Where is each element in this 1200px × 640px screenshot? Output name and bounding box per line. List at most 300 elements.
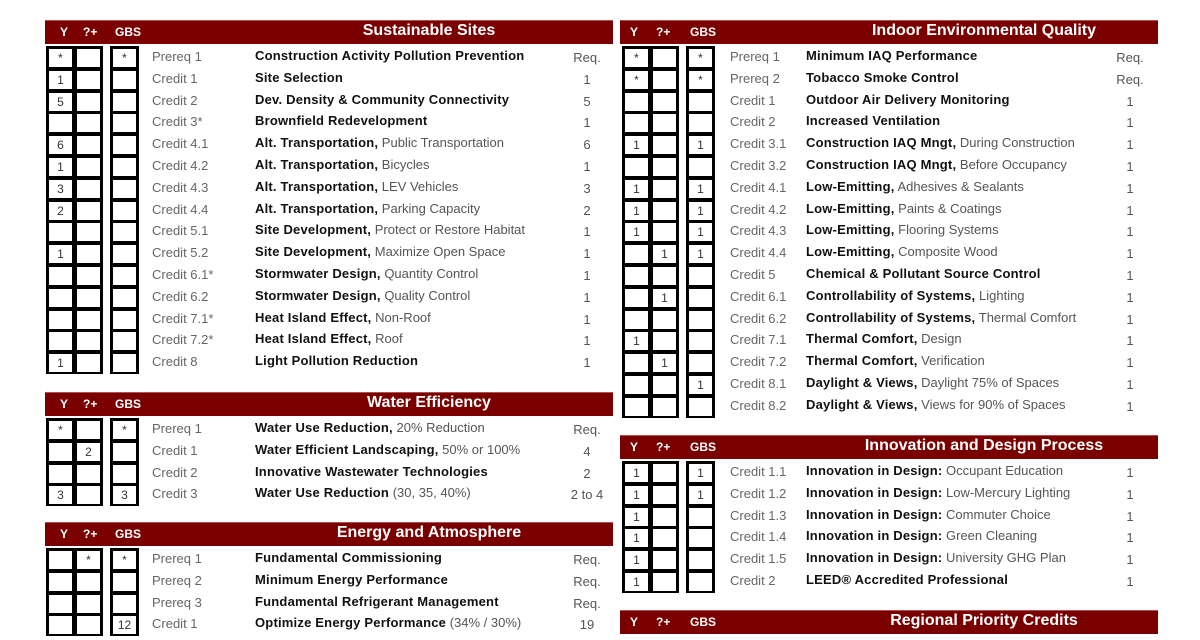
credit-id: Prereq 1 [730,49,780,64]
credit-title [806,507,1051,522]
yes-points-cell[interactable]: 2 [46,199,75,222]
credit-name: Innovative Wastewater Technologies [255,463,488,479]
credit-title [806,70,959,85]
gbs-points-cell[interactable] [110,90,139,113]
yes-points-cell[interactable]: 1 [622,483,651,506]
credit-subtitle: Non-Roof [375,309,431,325]
gbs-points-cell[interactable] [686,90,715,113]
gbs-points-cell[interactable] [686,329,715,352]
credit-id: Credit 4.4 [730,245,787,261]
credit-row [620,133,1158,155]
credit-subtitle: Low-Mercury Lighting [946,484,1071,500]
credit-subtitle: Occupant Education [946,463,1064,478]
credit-points-available: 1 [1126,202,1134,218]
credit-title [806,92,1010,107]
gbs-points-cell[interactable] [686,548,715,571]
credit-subtitle: 20% Reduction [396,420,485,435]
credit-row [620,264,1158,286]
yes-points-cell[interactable]: 1 [622,177,651,200]
maybe-points-cell[interactable] [74,199,103,222]
credit-name: Construction IAQ Mngt, [806,157,957,172]
column-header-maybe: ?+ [83,527,98,541]
credit-title [255,222,525,237]
credit-id: Credit 7.1* [152,310,214,326]
maybe-points-cell[interactable] [650,373,679,396]
column-header-gbs: GBS [690,440,717,454]
credit-title [806,48,977,63]
credit-name: Site Selection [255,69,344,85]
gbs-points-cell[interactable] [110,177,139,200]
yes-points-cell[interactable] [46,111,75,134]
credit-name: Alt. Transportation, [255,157,379,172]
section-title: Indoor Environmental Quality [871,22,1097,39]
maybe-points-cell[interactable] [74,351,103,374]
maybe-points-cell[interactable] [74,90,103,113]
credit-row [45,286,613,308]
maybe-points-cell[interactable]: * [74,548,103,571]
gbs-points-cell[interactable] [110,68,139,91]
gbs-points-cell[interactable] [110,220,139,243]
credit-subtitle: (30, 35, 40%) [392,485,471,501]
gbs-points-cell[interactable]: 3 [110,483,139,506]
credit-id: Credit 1.1 [730,464,787,479]
credit-name: Brownfield Redevelopment [255,113,428,129]
maybe-points-cell[interactable] [650,395,679,418]
credit-title [806,397,1065,412]
credit-row [620,548,1158,570]
yes-points-cell[interactable]: 6 [46,133,75,156]
yes-points-cell[interactable] [622,264,651,287]
maybe-points-cell[interactable] [650,90,679,113]
credit-points-available: 1 [583,224,591,240]
maybe-points-cell[interactable] [650,461,679,484]
credit-title [255,157,429,172]
credit-points-available: 1 [1126,137,1134,153]
gbs-points-cell[interactable] [686,526,715,549]
gbs-points-cell[interactable]: 1 [686,373,715,396]
credit-id: Credit 3.1 [730,136,787,152]
gbs-points-cell[interactable]: * [110,46,139,69]
maybe-points-cell[interactable]: 2 [74,440,103,463]
credit-name: Site Development, [255,244,372,260]
credit-name: Thermal Comfort, [806,331,918,347]
gbs-points-cell[interactable] [686,264,715,287]
yes-points-cell[interactable]: * [622,46,651,69]
credit-title [255,266,478,281]
yes-points-cell[interactable] [622,286,651,309]
credit-points-available: Req. [573,422,601,437]
credit-row [45,329,613,351]
credit-title [806,244,998,259]
section-title: Water Efficiency [367,394,491,411]
gbs-points-cell[interactable] [110,111,139,134]
credit-points-available: 2 [583,202,591,218]
section-water-efficiency [45,392,613,509]
credit-id: Credit 4.3 [152,179,209,195]
credit-points-available: 1 [583,289,591,305]
credit-id: Credit 5 [730,267,776,282]
credit-title [806,222,999,237]
gbs-points-cell[interactable]: 1 [686,220,715,243]
yes-points-cell[interactable] [46,548,75,571]
credit-id: Prereq 2 [730,70,780,86]
gbs-points-cell[interactable] [110,264,139,287]
credit-points-available: 1 [1126,268,1134,283]
gbs-points-cell[interactable]: * [110,548,139,571]
maybe-points-cell[interactable]: 1 [650,242,679,265]
gbs-points-cell[interactable] [110,351,139,374]
credit-points-available: 5 [583,93,591,109]
maybe-points-cell[interactable] [650,308,679,331]
yes-points-cell[interactable] [46,329,75,352]
yes-points-cell[interactable]: 1 [622,220,651,243]
yes-points-cell[interactable] [46,286,75,309]
maybe-points-cell[interactable] [74,308,103,331]
credit-subtitle: Daylight 75% of Spaces [921,375,1060,390]
credit-points-available: 1 [583,71,591,87]
yes-points-cell[interactable]: 1 [622,461,651,484]
credit-name: Thermal Comfort, [806,353,918,369]
maybe-points-cell[interactable] [650,46,679,69]
credit-id: Credit 5.2 [152,245,209,261]
maybe-points-cell[interactable] [74,592,103,615]
credit-title [255,353,418,368]
yes-points-cell[interactable] [622,373,651,396]
maybe-points-cell[interactable] [650,505,679,528]
yes-points-cell[interactable]: 1 [622,570,651,593]
credit-list [620,44,1158,421]
credit-subtitle: During Construction [959,135,1075,151]
yes-points-cell[interactable]: * [46,418,75,441]
maybe-points-cell[interactable] [74,286,103,309]
column-header-maybe: ?+ [656,615,671,629]
maybe-points-cell[interactable] [74,177,103,200]
yes-points-cell[interactable] [46,308,75,331]
gbs-points-cell[interactable] [686,570,715,593]
column-header-maybe: ?+ [83,25,98,39]
credit-name: Low-Emitting, [806,178,895,194]
credit-row [45,155,613,177]
credit-row [620,308,1158,330]
yes-points-cell[interactable] [46,613,75,636]
credit-row [45,220,613,242]
maybe-points-cell[interactable] [74,483,103,506]
section-header [45,20,613,44]
credit-title [255,594,499,609]
credit-subtitle: Quantity Control [384,266,479,281]
gbs-points-cell[interactable] [110,133,139,156]
gbs-points-cell[interactable]: * [686,68,715,91]
column-header-maybe: ?+ [83,397,98,411]
gbs-points-cell[interactable]: 1 [686,242,715,265]
credit-title [255,201,480,216]
credit-id: Credit 2 [730,114,776,130]
credit-name: Increased Ventilation [806,113,941,129]
yes-points-cell[interactable] [622,242,651,265]
yes-points-cell[interactable] [622,351,651,374]
gbs-points-cell[interactable] [110,199,139,222]
yes-points-cell[interactable]: 3 [46,177,75,200]
credit-points-available: Req. [1116,71,1144,87]
credit-name: Chemical & Pollutant Source Control [806,266,1041,281]
credit-id: Credit 6.2 [730,310,787,326]
column-header-y: Y [630,440,639,454]
credit-row [620,155,1158,177]
credit-points-available: 3 [583,180,591,196]
gbs-points-cell[interactable] [110,155,139,178]
yes-points-cell[interactable] [622,395,651,418]
maybe-points-cell[interactable] [74,111,103,134]
credit-subtitle: Green Cleaning [946,528,1038,544]
credit-points-available: 1 [583,115,591,131]
column-header-y: Y [630,25,639,39]
yes-points-cell[interactable] [622,90,651,113]
credit-points-available: 1 [1126,530,1134,546]
credit-title [806,201,1002,216]
gbs-points-cell[interactable]: 1 [686,483,715,506]
gbs-points-cell[interactable] [686,155,715,178]
yes-points-cell[interactable]: * [46,46,75,69]
yes-points-cell[interactable] [46,462,75,485]
maybe-points-cell[interactable] [650,199,679,222]
maybe-points-cell[interactable] [74,220,103,243]
maybe-points-cell[interactable] [650,329,679,352]
maybe-points-cell[interactable] [650,483,679,506]
maybe-points-cell[interactable] [650,155,679,178]
credit-name: Fundamental Refrigerant Management [255,593,499,609]
gbs-points-cell[interactable] [110,440,139,463]
credit-subtitle: Thermal Comfort [978,309,1077,325]
credit-id: Credit 7.1 [730,332,787,348]
maybe-points-cell[interactable] [74,68,103,91]
maybe-points-cell[interactable] [74,418,103,441]
credit-row [45,592,613,614]
maybe-points-cell[interactable] [74,155,103,178]
gbs-points-cell[interactable]: 12 [110,613,139,636]
maybe-points-cell[interactable] [74,242,103,265]
gbs-points-cell[interactable]: 1 [686,199,715,222]
gbs-points-cell[interactable] [686,351,715,374]
maybe-points-cell[interactable] [74,46,103,69]
gbs-points-cell[interactable]: 1 [686,133,715,156]
maybe-points-cell[interactable] [650,133,679,156]
gbs-points-cell[interactable] [686,286,715,309]
credit-id: Credit 2 [152,92,198,108]
maybe-points-cell[interactable]: 1 [650,351,679,374]
maybe-points-cell[interactable] [650,548,679,571]
credit-name: Alt. Transportation, [255,178,379,194]
maybe-points-cell[interactable] [650,526,679,549]
credit-id: Credit 1.2 [730,485,787,501]
maybe-points-cell[interactable] [74,570,103,593]
yes-points-cell[interactable]: 1 [622,133,651,156]
yes-points-cell[interactable] [622,111,651,134]
credit-row [45,308,613,330]
column-header-gbs: GBS [690,25,717,39]
credit-name: Minimum IAQ Performance [806,48,978,63]
credit-subtitle: Bicycles [381,157,430,172]
section-header [45,392,613,416]
credit-points-available: 1 [1126,333,1134,349]
yes-points-cell[interactable]: 1 [622,199,651,222]
column-header-maybe: ?+ [656,440,671,454]
credit-row [620,46,1158,68]
yes-points-cell[interactable] [622,155,651,178]
yes-points-cell[interactable]: 5 [46,90,75,113]
credit-points-available: Req. [573,552,601,567]
credit-list [45,546,613,639]
gbs-points-cell[interactable] [686,308,715,331]
gbs-points-cell[interactable] [110,308,139,331]
maybe-points-cell[interactable] [74,329,103,352]
column-header-y: Y [60,397,69,411]
credit-subtitle: Maximize Open Space [374,244,506,260]
credit-row [620,242,1158,264]
yes-points-cell[interactable]: 1 [46,155,75,178]
credit-name: Construction Activity Pollution Prevention [255,48,525,63]
section-header [620,435,1158,459]
gbs-points-cell[interactable]: 1 [686,177,715,200]
yes-points-cell[interactable] [46,570,75,593]
section-header [620,610,1158,634]
gbs-points-cell[interactable] [110,329,139,352]
credit-row [45,46,613,68]
yes-points-cell[interactable]: 3 [46,483,75,506]
yes-points-cell[interactable]: 1 [622,505,651,528]
yes-points-cell[interactable] [622,308,651,331]
credit-row [620,68,1158,90]
section-sustainable-sites [45,20,613,377]
column-header-gbs: GBS [690,615,717,629]
credit-row [620,461,1158,483]
gbs-points-cell[interactable] [110,592,139,615]
section-energy-atmosphere [45,522,613,639]
credit-row [620,177,1158,199]
maybe-points-cell[interactable] [650,220,679,243]
credit-name: Water Use Reduction [255,485,390,501]
credit-id: Credit 7.2 [730,354,787,370]
maybe-points-cell[interactable] [650,264,679,287]
credit-title [806,463,1063,478]
credit-points-available: Req. [1116,50,1144,65]
maybe-points-cell[interactable] [650,68,679,91]
gbs-points-cell[interactable] [110,570,139,593]
credit-id: Credit 4.3 [730,223,787,239]
gbs-points-cell[interactable] [110,242,139,265]
yes-points-cell[interactable]: 1 [46,351,75,374]
maybe-points-cell[interactable] [650,570,679,593]
credit-title [255,70,343,85]
credit-id: Credit 4.1 [152,136,209,152]
credit-points-available: 6 [583,137,591,153]
gbs-points-cell[interactable] [110,286,139,309]
credit-name: Construction IAQ Mngt, [806,135,957,151]
credit-points-available: 1 [1126,159,1134,174]
credit-points-available: 2 to 4 [570,487,604,503]
credit-row [45,90,613,112]
maybe-points-cell[interactable] [74,264,103,287]
maybe-points-cell[interactable] [650,177,679,200]
credit-title [806,375,1059,390]
credit-title [806,157,1067,172]
credit-id: Credit 4.1 [730,179,787,195]
gbs-points-cell[interactable]: * [686,46,715,69]
gbs-points-cell[interactable] [686,395,715,418]
yes-points-cell[interactable]: 1 [622,329,651,352]
credit-points-available: 19 [579,617,595,633]
credit-title [255,113,427,128]
yes-points-cell[interactable]: 1 [622,526,651,549]
yes-points-cell[interactable] [46,592,75,615]
credit-title [255,485,471,500]
credit-id: Credit 1.4 [730,529,787,545]
credit-subtitle: Roof [375,331,403,347]
yes-points-cell[interactable]: 1 [622,548,651,571]
credit-id: Credit 2 [152,464,198,480]
credit-subtitle: Views for 90% of Spaces [921,396,1066,412]
credit-subtitle: Protect or Restore Habitat [374,222,526,238]
gbs-points-cell[interactable] [686,111,715,134]
credit-name: Controllability of Systems, [806,287,976,303]
gbs-points-cell[interactable] [686,505,715,528]
credit-name: Site Development, [255,222,372,238]
yes-points-cell[interactable]: * [622,68,651,91]
credit-row [45,462,613,484]
maybe-points-cell[interactable] [74,133,103,156]
credit-points-available: 2 [583,465,591,481]
yes-points-cell[interactable]: 1 [46,68,75,91]
yes-points-cell[interactable] [46,440,75,463]
gbs-points-cell[interactable]: 1 [686,461,715,484]
credit-points-available: 1 [1126,465,1134,480]
maybe-points-cell[interactable] [74,462,103,485]
credit-points-available: 1 [1126,115,1134,131]
credit-points-available: 1 [583,268,591,283]
credit-id: Credit 3 [152,486,198,502]
credit-title [806,528,1037,543]
credit-subtitle: Parking Capacity [381,200,481,216]
credit-name: Innovation in Design: [806,550,943,566]
credit-points-available: Req. [573,50,601,65]
credit-name: Daylight & Views, [806,375,918,390]
credit-title [806,353,985,368]
credit-title [255,442,520,457]
section-title: Energy and Atmosphere [336,524,522,541]
credit-id: Credit 1 [152,70,198,86]
credit-title [806,310,1076,325]
maybe-points-cell[interactable] [650,111,679,134]
gbs-points-cell[interactable]: * [110,418,139,441]
yes-points-cell[interactable]: 1 [46,242,75,265]
gbs-points-cell[interactable] [110,462,139,485]
maybe-points-cell[interactable]: 1 [650,286,679,309]
credit-row [45,351,613,373]
maybe-points-cell[interactable] [74,613,103,636]
credit-name: Stormwater Design, [255,287,381,303]
yes-points-cell[interactable] [46,220,75,243]
credit-id: Prereq 2 [152,572,202,588]
credit-name: Light Pollution Reduction [255,353,419,369]
credit-name: Stormwater Design, [255,266,381,281]
yes-points-cell[interactable] [46,264,75,287]
section-header [45,522,613,546]
credit-name: Heat Island Effect, [255,331,372,347]
credit-name: Innovation in Design: [806,463,943,478]
credit-subtitle: 50% or 100% [442,441,521,457]
credit-title [255,244,506,259]
credit-name: Innovation in Design: [806,506,943,522]
credit-name: Low-Emitting, [806,200,895,216]
